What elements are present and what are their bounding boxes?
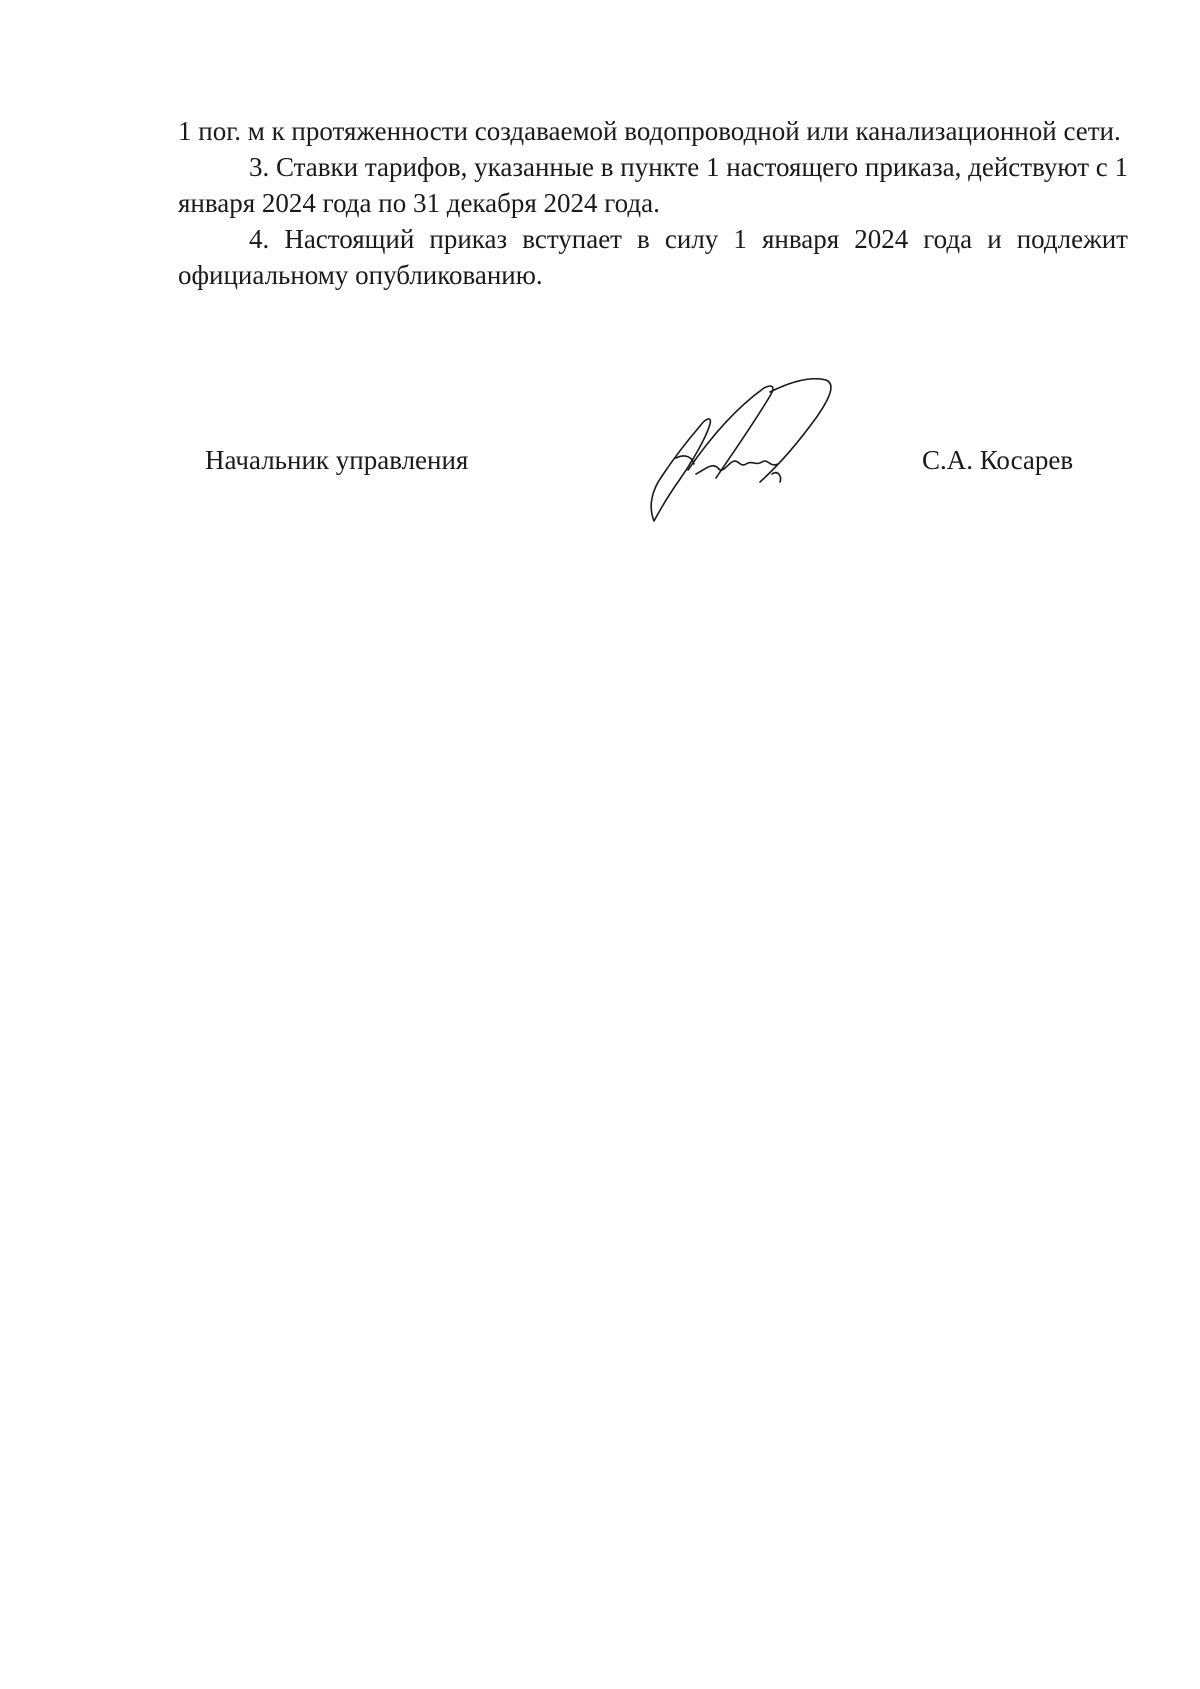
document-body — [178, 113, 1128, 293]
signature-stroke-tail — [772, 473, 781, 482]
paragraph-4: 4. Настоящий приказ вступает в силу 1 января 2024 года и подлежит официальному опубликованию. — [178, 224, 1128, 290]
paragraph-continuation: 1 пог. м к протяженности создаваемой водопроводной или канализационной сети. — [178, 116, 1121, 146]
handwritten-signature-icon — [640, 378, 870, 528]
signature-block — [0, 435, 1200, 495]
signatory-title: Начальник управления — [205, 445, 469, 475]
signatory-name: С.А. Косарев — [922, 445, 1074, 475]
paragraph-3: 3. Ставки тарифов, указанные в пункте 1 настоящего приказа, действуют с 1 января 2024 года по 31 декабря 2024 года. — [178, 152, 1129, 218]
signature-stroke-letters — [696, 461, 778, 474]
